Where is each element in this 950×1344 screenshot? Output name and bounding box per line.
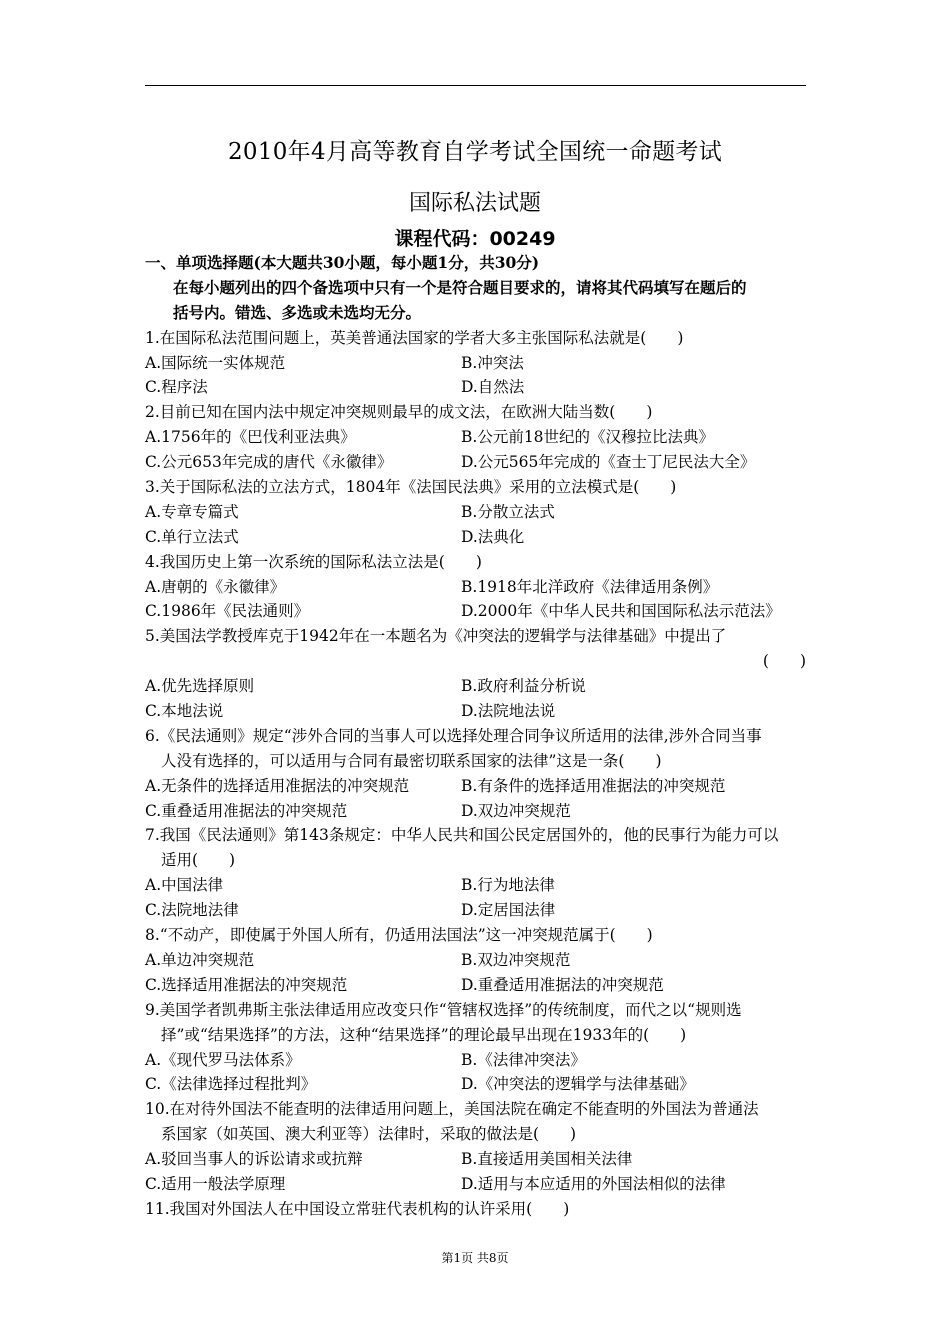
option-b: B.行为地法律 — [461, 876, 555, 895]
option-row — [145, 973, 806, 998]
option-d: D.公元565年完成的《查士丁尼民法大全》 — [461, 453, 756, 472]
option-a: A.1756年的《巴伐利亚法典》 — [145, 428, 356, 447]
question-stem: 2.目前已知在国内法中规定冲突规则最早的成文法，在欧洲大陆当数( ) — [145, 403, 653, 422]
option-b: B.双边冲突规范 — [461, 950, 571, 969]
option-c: C.法院地法律 — [145, 901, 239, 920]
option-a: A.单边冲突规范 — [145, 950, 255, 969]
section-instruction: 在每小题列出的四个备选项中只有一个是符合题目要求的，请将其代码填写在题后的 — [173, 277, 747, 297]
option-d: D.法院地法说 — [461, 702, 556, 721]
option-d: D.双边冲突规范 — [461, 801, 571, 820]
subject-title: 国际私法试题 — [408, 191, 541, 216]
option-row — [145, 1172, 806, 1197]
option-row — [145, 1072, 806, 1097]
option-c: C.程序法 — [145, 378, 208, 397]
answer-bracket: ( ) — [762, 652, 806, 671]
option-c: C.本地法说 — [145, 702, 224, 721]
option-b: B.政府利益分析说 — [461, 677, 586, 696]
option-row — [145, 674, 806, 699]
option-row — [145, 599, 806, 624]
question-stem: 10.在对待外国法不能查明的法律适用问题上，美国法院在确定不能查明的外国法为普通法 — [145, 1100, 759, 1119]
option-row — [145, 351, 806, 376]
question-stem-continued: 人没有选择的，可以适用与合同有最密切联系国家的法律”这是一条( ) — [161, 751, 662, 770]
option-row — [145, 575, 806, 600]
header-rule — [145, 85, 806, 86]
option-b: B.公元前18世纪的《汉穆拉比法典》 — [461, 428, 715, 447]
option-d: D.法典化 — [461, 527, 525, 546]
section-heading: 一、单项选择题(本大题共30小题，每小题1分，共30分) — [145, 253, 540, 272]
option-c: C.适用一般法学原理 — [145, 1174, 286, 1193]
question-stem: 6.《民法通则》规定“涉外合同的当事人可以选择处理合同争议所适用的法律,涉外合同当事 — [145, 726, 762, 745]
exam-title: 2010年4月高等教育自学考试全国统一命题考试 — [227, 139, 723, 165]
option-b: B.直接适用美国相关法律 — [461, 1150, 633, 1169]
option-c: C.选择适用准据法的冲突规范 — [145, 975, 348, 994]
option-d: D.《冲突法的逻辑学与法律基础》 — [461, 1075, 695, 1094]
option-b: B.《法律冲突法》 — [461, 1050, 586, 1069]
question-stem: 5.美国法学教授库克于1942年在一本题名为《冲突法的逻辑学与法律基础》中提出了 — [145, 627, 727, 646]
option-row — [145, 799, 806, 824]
option-a: A.中国法律 — [145, 876, 224, 895]
section-instruction: 括号内。错选、多选或未选均无分。 — [173, 302, 422, 322]
question-stem: 4.我国历史上第一次系统的国际私法立法是( ) — [145, 552, 482, 571]
option-b: B.分散立法式 — [461, 502, 555, 521]
option-c: C.公元653年完成的唐代《永徽律》 — [145, 453, 393, 472]
option-row — [145, 898, 806, 923]
option-row — [145, 774, 806, 799]
option-row — [145, 500, 806, 525]
question-stem: 7.我国《民法通则》第143条规定：中华人民共和国公民定居国外的，他的民事行为能力可以 — [145, 826, 779, 845]
page-number: 第1页 共8页 — [441, 1251, 509, 1265]
option-a: A.《现代罗马法体系》 — [145, 1050, 301, 1069]
option-c: C.1986年《民法通则》 — [145, 602, 310, 621]
option-row — [145, 425, 806, 450]
option-row — [145, 450, 806, 475]
option-d: D.定居国法律 — [461, 901, 556, 920]
option-c: C.《法律选择过程批判》 — [145, 1075, 317, 1094]
option-d: D.重叠适用准据法的冲突规范 — [461, 975, 664, 994]
option-row — [145, 699, 806, 724]
option-b: B.1918年北洋政府《法律适用条例》 — [461, 577, 719, 596]
question-stem: 1.在国际私法范围问题上，英美普通法国家的学者大多主张国际私法就是( ) — [145, 328, 684, 347]
option-a: A.唐朝的《永徽律》 — [145, 577, 286, 596]
option-a: A.无条件的选择适用准据法的冲突规范 — [145, 776, 410, 795]
option-c: C.重叠适用准据法的冲突规范 — [145, 801, 348, 820]
option-d: D.2000年《中华人民共和国国际私法示范法》 — [461, 602, 781, 621]
question-body — [145, 251, 806, 1222]
question-stem-continued: 系国家（如英国、澳大利亚等）法律时，采取的做法是( ) — [161, 1125, 577, 1144]
option-row — [145, 1147, 806, 1172]
option-row — [145, 948, 806, 973]
option-row — [145, 525, 806, 550]
option-b: B.有条件的选择适用准据法的冲突规范 — [461, 776, 726, 795]
question-stem: 11.我国对外国法人在中国设立常驻代表机构的认许采用( ) — [145, 1199, 570, 1218]
question-stem: 9.美国学者凯弗斯主张法律适用应改变只作“管辖权选择”的传统制度，而代之以“规则选 — [145, 1000, 742, 1019]
option-d: D.适用与本应适用的外国法相似的法律 — [461, 1174, 726, 1193]
question-stem: 8.“不动产，即使属于外国人所有，仍适用法国法”这一冲突规范属于( ) — [145, 926, 653, 945]
option-b: B.冲突法 — [461, 353, 524, 372]
option-c: C.单行立法式 — [145, 527, 239, 546]
course-code: 课程代码：00249 — [394, 228, 556, 250]
option-d: D.自然法 — [461, 378, 525, 397]
option-a: A.优先选择原则 — [145, 677, 255, 696]
option-row — [145, 1048, 806, 1073]
question-stem: 3.关于国际私法的立法方式，1804年《法国民法典》采用的立法模式是( ) — [145, 478, 677, 497]
option-a: A.驳回当事人的诉讼请求或抗辩 — [145, 1150, 363, 1169]
option-a: A.专章专篇式 — [145, 502, 239, 521]
question-stem-continued: 择”或“结果选择”的方法，这种“结果选择”的理论最早出现在1933年的( ) — [161, 1025, 687, 1044]
option-a: A.国际统一实体规范 — [145, 353, 286, 372]
option-row — [145, 375, 806, 400]
question-stem-continued: 适用( ) — [161, 851, 236, 870]
option-row — [145, 873, 806, 898]
